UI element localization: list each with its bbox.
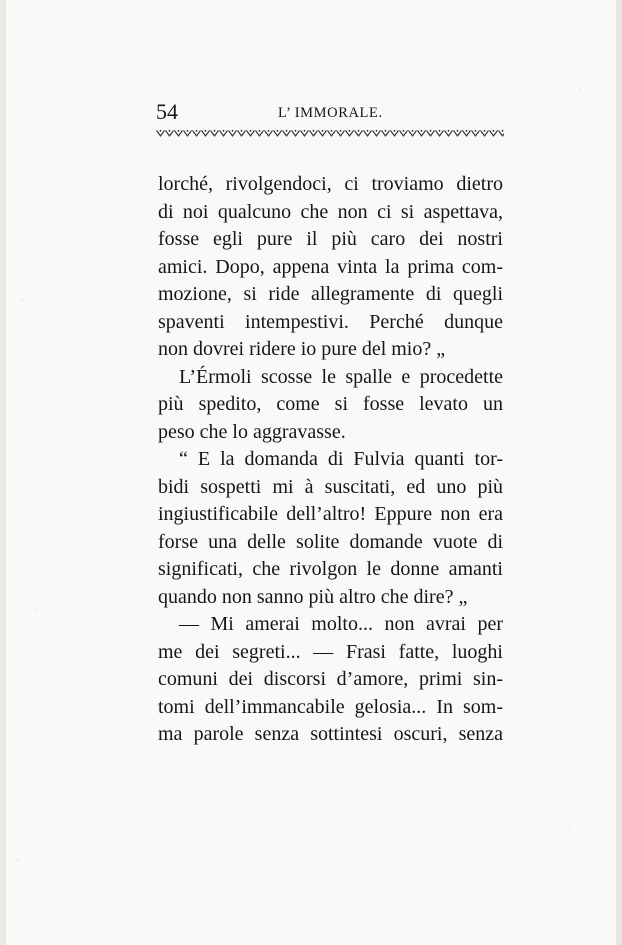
text-line: ma parole senza sottintesi oscuri, senza [158,723,503,745]
text-line: ingiustificabile dell’altro! Eppure non era [158,503,503,525]
text-line: comuni dei discorsi d’amore, primi sin- [158,668,503,690]
text-line: non dovrei ridere io pure del mio? „ [158,338,446,360]
text-line: significati, che rivolgon le donne amanti [158,558,503,580]
page-number: 54 [156,99,178,124]
text-line: lorché, rivolgendoci, ci troviamo dietro [158,173,503,195]
ornamental-rule [156,129,504,138]
text-line: bidi sospetti mi à suscitati, ed uno più [158,475,503,498]
text-line: di noi qualcuno che non ci si aspettava, [158,200,503,223]
text-line: fosse egli pure il più caro dei nostri [158,228,503,250]
text-line: L’Érmoli scosse le spalle e procedette [179,365,503,388]
running-title: L’ IMMORALE. [278,105,383,121]
text-line: tomi dell’immancabile gelosia... In som- [158,695,503,718]
body-text [158,171,503,749]
text-line: amici. Dopo, appena vinta la prima com- [158,255,503,278]
text-line: “ E la domanda di Fulvia quanti tor- [179,448,503,470]
text-line: — Mi amerai molto... non avrai per [179,613,503,635]
text-line: forse una delle solite domande vuote di [158,530,503,553]
text-line: me dei segreti... — Frasi fatte, luoghi [158,640,503,663]
text-line: mozione, si ride allegramente di quegli [158,283,503,305]
page-header [156,98,504,128]
text-line: spaventi intempestivi. Perché dunque [158,310,503,333]
text-line: quando non sanno più altro che dire? „ [158,585,468,608]
text-line: peso che lo aggravasse. [158,420,346,443]
text-line: più spedito, come si fosse levato un [158,393,503,415]
